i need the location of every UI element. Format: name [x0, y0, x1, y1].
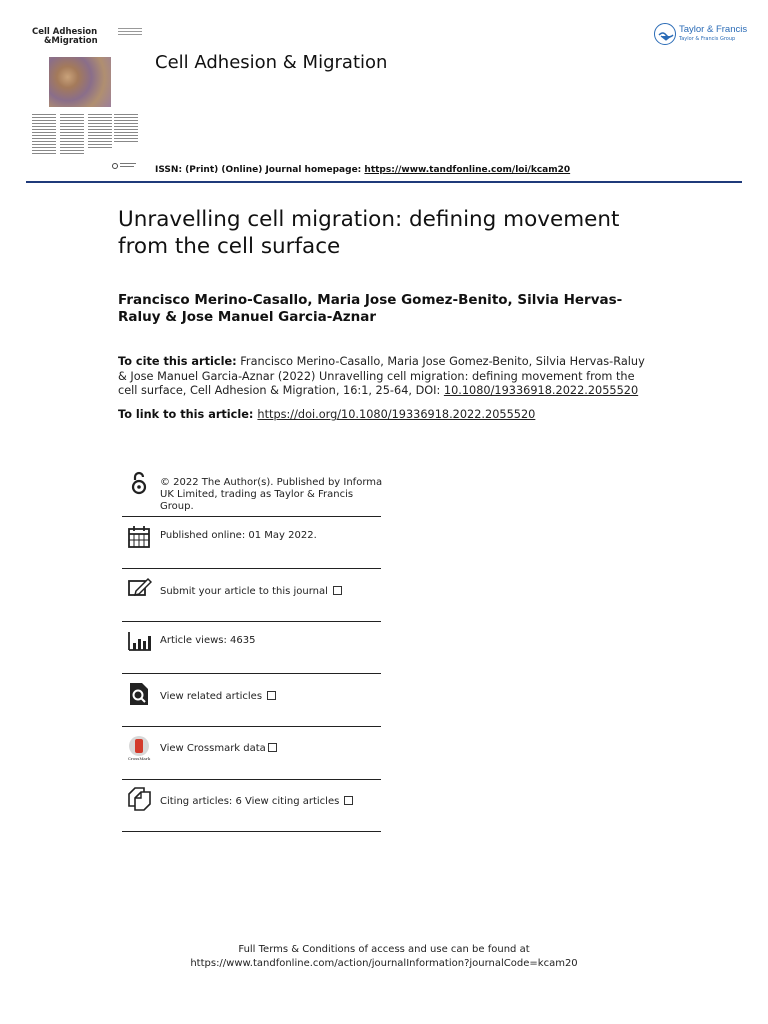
- edit-icon: [126, 576, 152, 602]
- publisher-sub: Taylor & Francis Group: [679, 36, 736, 42]
- external-link-icon: [333, 586, 342, 595]
- article-doi-link[interactable]: https://doi.org/10.1080/19336918.2022.2055520: [257, 408, 536, 421]
- crossmark-text[interactable]: View Crossmark data: [160, 743, 266, 754]
- external-link-icon: [267, 691, 276, 700]
- published-text: Published online: 01 May 2022.: [160, 530, 317, 541]
- external-link-icon: [268, 743, 277, 752]
- bar-chart-icon: [126, 628, 152, 654]
- calendar-icon: [126, 524, 152, 550]
- publisher-name: Taylor & Francis: [679, 24, 748, 35]
- related-articles-icon: [126, 680, 152, 706]
- submit-text[interactable]: Submit your article to this journal: [160, 586, 328, 597]
- cite-text: Francisco Merino-Casallo, Maria Jose Gomez-Benito, Silvia Hervas-Raluy & Jose Manuel Garcia-Aznar (2022) Unravelling cell migration: defining movement from the cell surface, Cell Adhesion & Migration, 16:1, 25-64, DOI:: [118, 355, 645, 397]
- citing-articles-icon: [126, 786, 152, 812]
- terms-line: Full Terms & Conditions of access and use can be found at: [238, 944, 530, 955]
- cover-logo: Cell Adhesion &Migration: [32, 27, 98, 46]
- issn-line: ISSN: (Print) (Online) Journal homepage: https://www.tandfonline.com/loi/kcam20: [155, 165, 571, 175]
- related-text[interactable]: View related articles: [160, 691, 263, 702]
- cover-image: [49, 57, 111, 107]
- journal-name: Cell Adhesion & Migration: [155, 52, 388, 73]
- header-divider: [26, 181, 742, 183]
- open-access-text: © 2022 The Author(s). Published by Informa UK Limited, trading as Taylor & Francis Group.: [160, 477, 383, 512]
- cover-masthead: [118, 28, 142, 42]
- citation-block: [118, 355, 648, 399]
- article-link-line: [118, 408, 535, 421]
- taylor-francis-emblem-icon: [654, 23, 676, 45]
- open-access-icon: [126, 470, 152, 496]
- crossmark-icon: [126, 734, 152, 760]
- external-link-icon: [344, 796, 353, 805]
- journal-homepage-link[interactable]: https://www.tandfonline.com/loi/kcam20: [364, 165, 571, 175]
- citing-text[interactable]: Citing articles: 6 View citing articles: [160, 796, 340, 807]
- link-label: To link to this article:: [118, 408, 254, 421]
- cite-doi-link[interactable]: 10.1080/19336918.2022.2055520: [443, 384, 639, 397]
- taylor-francis-logo[interactable]: [654, 22, 754, 48]
- terms-url[interactable]: https://www.tandfonline.com/action/journalInformation?journalCode=kcam20: [190, 958, 578, 969]
- article-title: Unravelling cell migration: defining movement from the cell surface: [118, 207, 620, 259]
- cite-label: To cite this article:: [118, 355, 237, 368]
- cover-publisher-mark: [112, 163, 138, 171]
- journal-cover-thumbnail: [30, 26, 140, 174]
- terms-footer: [0, 943, 768, 971]
- crossmark-icon-label: CrossMark: [127, 756, 151, 761]
- article-authors: Francisco Merino-Casallo, Maria Jose Gomez-Benito, Silvia Hervas-Raluy & Jose Manuel Garcia-Aznar: [118, 292, 623, 325]
- views-text: Article views: 4635: [160, 635, 256, 646]
